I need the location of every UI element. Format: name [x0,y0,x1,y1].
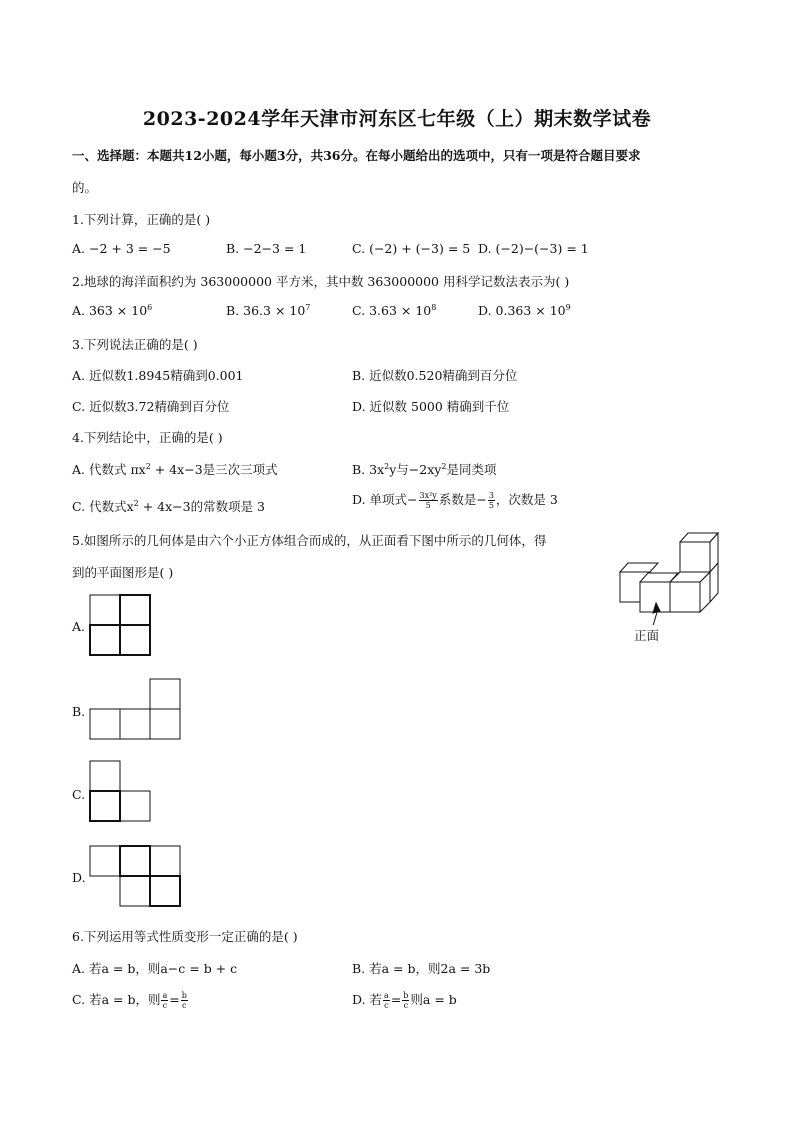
fraction: $\frac{\text{3x²y}}{5}$ [419,491,437,510]
q5-option-a-label: A. [72,619,86,634]
q1-stem: 1.下列计算，正确的是( ) [72,212,211,227]
q4-option-b: B. $3x^2y$与$-2xy^2$是同类项 [352,461,497,477]
q1-option-a: A. −2 + 3 = −5 [72,241,171,256]
q6-option-a: A. 若a = b，则a−c = b + c [72,961,238,976]
cube-figure [612,525,728,625]
q4-option-a: A. 代数式 $\pi x^2 + 4x-3$是三次三项式 [72,461,278,477]
q4-option-c: C. 代数式$x^2 + 4x-3$的常数项是 3 [72,498,265,514]
q5-option-d-figure [89,845,181,907]
q5-option-d-label: D. [72,870,86,885]
front-view-caption: 正面 [634,628,660,643]
q5-stem: 5.如图所示的几何体是由六个小正方体组合而成的，从正面看下图中所示的几何体，得 [72,533,547,548]
q2-option-a: A. $363 \times 10^6$ [72,302,153,318]
section-instruction-cont: 的。 [72,180,98,195]
q6-option-d: D. 若 $\frac{a}{c}$ = $\frac{b}{c}$ 则a = b [352,991,457,1010]
fraction: $\frac{b}{c}$ [403,991,409,1010]
q2-option-b: B. $36.3 \times 10^7$ [226,302,311,318]
fraction: $\frac{a}{c}$ [384,991,389,1010]
q2-stem: 2.地球的海洋面积约为 363000000 平方米，其中数 363000000 用科学记数法表示为( ) [72,274,570,289]
page-title: 2023-2024学年天津市河东区七年级（上）期末数学试卷 [142,108,652,130]
q5-stem-cont: 到的平面图形是( ) [72,565,174,580]
q5-option-a-figure [89,594,151,656]
q4-stem: 4.下列结论中，正确的是( ) [72,430,223,445]
q5-option-b-figure [89,678,181,740]
q1-option-d: D. (−2)−(−3) = 1 [478,241,589,256]
q3-option-c: C. 近似数3.72精确到百分位 [72,399,230,414]
fraction: $\frac{b}{c}$ [181,991,187,1010]
q6-option-c: C. 若a = b，则 $\frac{a}{c}$ = $\frac{b}{c}$ [72,991,187,1010]
fraction: $\frac{a}{c}$ [162,991,168,1010]
q1-option-b: B. −2−3 = 1 [226,241,307,256]
q3-option-b: B. 近似数0.520精确到百分位 [352,368,518,383]
q4-option-d: D. 单项式− $\frac{\text{3x²y}}{5}$ 系数是− $\frac{3}{5}$ ，次数是 3 [352,491,558,510]
q5-option-c-label: C. [72,787,86,802]
q3-stem: 3.下列说法正确的是( ) [72,337,198,352]
q5-option-b-label: B. [72,704,86,719]
q1-option-c: C. (−2) + (−3) = 5 [352,241,471,256]
section-instruction: 一、选择题：本题共12小题，每小题3分，共36分。在每小题给出的选项中，只有一项是符合题目要求 [72,148,641,163]
q2-option-c: C. $3.63 \times 10^8$ [352,302,437,318]
fraction: $\frac{3}{5}$ [488,491,494,510]
q6-option-b: B. 若a = b，则2a = 3b [352,961,491,976]
q5-option-c-figure [89,760,151,822]
q6-stem: 6.下列运用等式性质变形一定正确的是( ) [72,929,298,944]
q3-option-a: A. 近似数1.8945精确到0.001 [72,368,244,383]
q2-option-d: D. $0.363 \times 10^9$ [478,302,571,318]
q3-option-d: D. 近似数 5000 精确到千位 [352,399,510,414]
